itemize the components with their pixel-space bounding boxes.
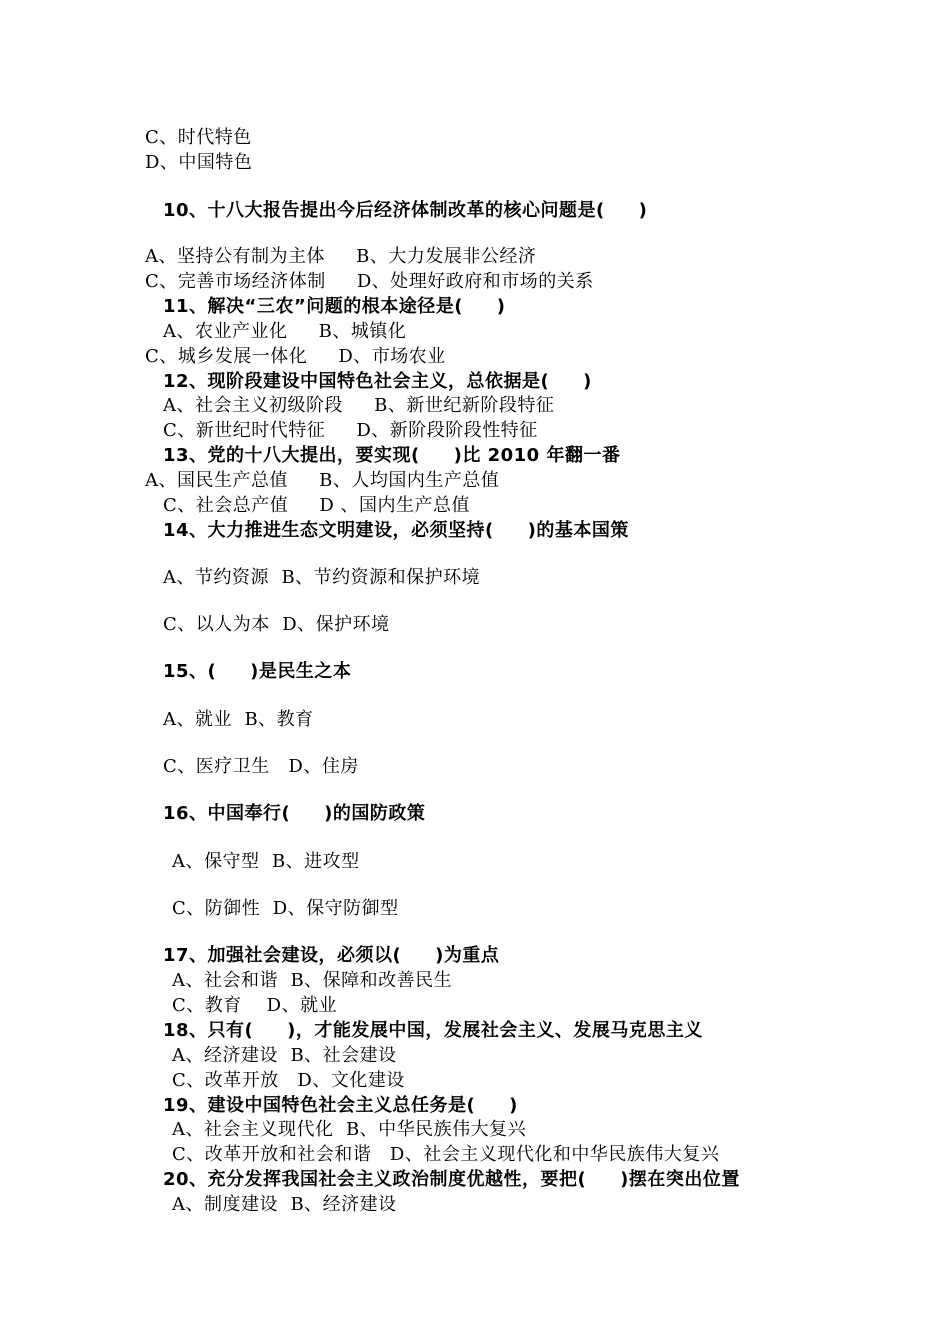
- option-line: A、农业产业化 B、城镇化: [163, 321, 407, 342]
- question-12: 12、现阶段建设中国特色社会主义，总依据是( ): [163, 371, 592, 392]
- option-line: C、以人为本 D、保护环境: [163, 614, 390, 635]
- option-line: C、完善市场经济体制 D、处理好政府和市场的关系: [145, 271, 594, 292]
- option-line: C、社会总产值 D 、国内生产总值: [163, 495, 471, 516]
- option-line: D、中国特色: [145, 152, 253, 173]
- option-line: A、社会主义初级阶段 B、新世纪新阶段特征: [163, 395, 555, 416]
- question-11: 11、解决“三农”问题的根本途径是( ): [163, 296, 506, 317]
- option-line: A、社会和谐 B、保障和改善民生: [172, 970, 453, 991]
- option-line: C、新世纪时代特征 D、新阶段阶段性特征: [163, 420, 538, 441]
- question-13: 13、党的十八大提出，要实现( )比 2010 年翻一番: [163, 445, 621, 466]
- option-line: C、改革开放 D、文化建设: [172, 1070, 405, 1091]
- option-line: C、教育 D、就业: [172, 995, 338, 1016]
- question-14: 14、大力推进生态文明建设，必须坚持( )的基本国策: [163, 520, 629, 541]
- option-line: C、改革开放和社会和谐 D、社会主义现代化和中华民族伟大复兴: [172, 1144, 720, 1165]
- option-line: A、经济建设 B、社会建设: [172, 1045, 397, 1066]
- option-line: C、医疗卫生 D、住房: [163, 756, 359, 777]
- option-line: A、国民生产总值 B、人均国内生产总值: [145, 470, 500, 491]
- option-line: A、保守型 B、进攻型: [172, 851, 360, 872]
- option-line: A、社会主义现代化 B、中华民族伟大复兴: [172, 1119, 527, 1140]
- option-line: A、制度建设 B、经济建设: [172, 1194, 397, 1215]
- question-16: 16、中国奉行( )的国防政策: [163, 803, 426, 824]
- option-line: A、就业 B、教育: [163, 709, 314, 730]
- option-line: A、节约资源 B、节约资源和保护环境: [163, 567, 481, 588]
- question-19: 19、建设中国特色社会主义总任务是( ): [163, 1095, 518, 1116]
- question-17: 17、加强社会建设，必须以( )为重点: [163, 945, 500, 966]
- option-line: C、防御性 D、保守防御型: [172, 898, 399, 919]
- question-15: 15、( )是民生之本: [163, 661, 352, 682]
- option-line: C、城乡发展一体化 D、市场农业: [145, 346, 446, 367]
- option-line: C、时代特色: [145, 127, 252, 148]
- question-18: 18、只有( )，才能发展中国，发展社会主义、发展马克思主义: [163, 1020, 703, 1041]
- option-line: A、坚持公有制为主体 B、大力发展非公经济: [145, 246, 537, 267]
- question-10: 10、十八大报告提出今后经济体制改革的核心问题是( ): [163, 200, 648, 221]
- question-20: 20、充分发挥我国社会主义政治制度优越性，要把( )摆在突出位置: [163, 1169, 740, 1190]
